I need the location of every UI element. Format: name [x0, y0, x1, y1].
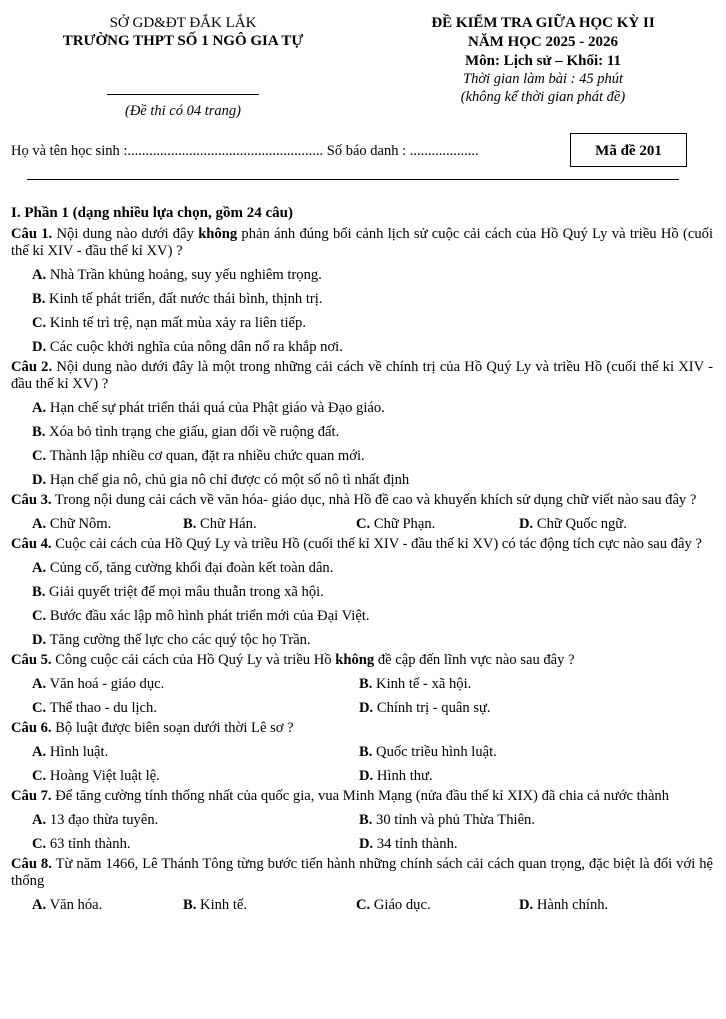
- school-info: [18, 12, 348, 120]
- option-c: [356, 516, 519, 533]
- question-4: [11, 536, 713, 553]
- option-text: Giải quyết triệt để mọi mâu thuẫn trong xã hội.: [45, 584, 324, 600]
- option-text: Hình luật.: [46, 744, 109, 760]
- option-c: [32, 608, 713, 625]
- option-text: Thành lập nhiều cơ quan, đặt ra nhiều chức quan mới.: [46, 448, 365, 464]
- option-text: Văn hoá - giáo dục.: [46, 676, 165, 692]
- option-text: Quốc triều hình luật.: [372, 744, 497, 760]
- option-a: [32, 676, 359, 693]
- options-row: [32, 700, 713, 717]
- option-a: [32, 400, 713, 417]
- option-letter: B.: [32, 584, 46, 600]
- time-note: (không kể thời gian phát đề): [460, 89, 626, 105]
- option-letter: C.: [356, 516, 371, 532]
- option-d: [359, 836, 686, 853]
- question-text: Nội dung nào dưới đây: [52, 226, 199, 242]
- option-text: 13 đạo thừa tuyên.: [46, 812, 159, 828]
- option-letter: C.: [32, 315, 47, 331]
- option-d: [519, 897, 682, 914]
- options-row: [32, 744, 713, 761]
- option-letter: C.: [32, 700, 47, 716]
- question-text: Bộ luật được biên soạn dưới thời Lê sơ ?: [51, 720, 294, 736]
- question-5: [11, 652, 713, 669]
- option-letter: A.: [32, 560, 47, 576]
- question-text: Công cuộc cải cách của Hồ Quý Ly và triều Hồ: [51, 652, 336, 668]
- question-number: Câu 4.: [11, 536, 52, 552]
- exam-info: [378, 12, 708, 106]
- school-year: NĂM HỌC 2025 - 2026: [468, 34, 618, 50]
- section-title: I. Phần 1 (dạng nhiều lựa chọn, gồm 24 câu): [11, 205, 293, 221]
- option-text: Chữ Hán.: [196, 516, 257, 532]
- time-limit: Thời gian làm bài : 45 phút: [463, 71, 623, 87]
- exam-title: ĐỀ KIỂM TRA GIỮA HỌC KỲ II: [431, 15, 655, 31]
- question-number: Câu 2.: [11, 359, 53, 375]
- option-b: [359, 744, 686, 761]
- option-letter: A.: [32, 744, 47, 760]
- option-c: [32, 315, 713, 332]
- page-count-note: (Đề thi có 04 trang): [125, 103, 241, 119]
- option-b: [359, 676, 686, 693]
- option-b: [32, 291, 713, 308]
- option-c: [32, 768, 359, 785]
- option-b: [32, 584, 713, 601]
- question-2: [11, 359, 713, 393]
- option-letter: B.: [359, 744, 373, 760]
- question-text: Từ năm 1466, Lê Thánh Tông từng bước tiến hành những chính sách cải cách quan trọng, đặc biệt là đối với hệ thống: [11, 856, 713, 889]
- option-letter: A.: [32, 897, 47, 913]
- option-b: [359, 812, 686, 829]
- option-text: Thể thao - du lịch.: [46, 700, 157, 716]
- option-text: Chính trị - quân sự.: [373, 700, 491, 716]
- exam-header: [0, 12, 726, 122]
- option-text: Các cuộc khởi nghĩa của nông dân nổ ra khắp nơi.: [46, 339, 343, 355]
- option-text: Văn hóa.: [46, 897, 103, 913]
- question-number: Câu 3.: [11, 492, 52, 508]
- question-text: phản ánh đúng bối cảnh lịch sử cuộc cải cách của Hồ Quý Ly và triều Hồ (cuối thế kỉ XIV - đầu thế kỉ XV) ?: [11, 226, 714, 259]
- options-row: [32, 676, 713, 693]
- question-text: Cuộc cải cách của Hồ Quý Ly và triều Hồ (cuối thế kỉ XIV - đầu thế kỉ XV) có tác động tích cực nào sau đây ?: [51, 536, 702, 552]
- option-letter: C.: [32, 448, 47, 464]
- option-text: Hình thư.: [373, 768, 433, 784]
- option-c: [32, 836, 359, 853]
- options-row: [32, 812, 713, 829]
- option-letter: B.: [183, 897, 197, 913]
- option-letter: B.: [359, 812, 373, 828]
- option-letter: B.: [183, 516, 197, 532]
- exam-code-box: Mã đề 201: [570, 133, 687, 167]
- question-number: Câu 8.: [11, 856, 52, 872]
- option-text: Kinh tế.: [196, 897, 248, 913]
- option-letter: A.: [32, 516, 47, 532]
- option-letter: D.: [32, 339, 47, 355]
- question-number: Câu 5.: [11, 652, 52, 668]
- option-letter: D.: [359, 768, 374, 784]
- option-b: [32, 424, 713, 441]
- option-letter: D.: [519, 516, 534, 532]
- option-text: Kinh tế trì trệ, nạn mất mùa xảy ra liên tiếp.: [46, 315, 306, 331]
- options-row: [32, 897, 713, 914]
- option-letter: D.: [359, 700, 374, 716]
- option-d: [359, 700, 686, 717]
- school-name: TRƯỜNG THPT SỐ 1 NGÔ GIA TỰ: [62, 33, 304, 49]
- option-b: [183, 897, 356, 914]
- option-c: [32, 700, 359, 717]
- option-text: Tăng cường thế lực cho các quý tộc họ Trần.: [46, 632, 311, 648]
- option-letter: B.: [32, 291, 46, 307]
- option-a: [32, 897, 183, 914]
- question-number: Câu 7.: [11, 788, 52, 804]
- header-separator: [27, 179, 679, 180]
- option-text: Củng cố, tăng cường khối đại đoàn kết toàn dân.: [46, 560, 334, 576]
- option-letter: B.: [32, 424, 46, 440]
- option-letter: A.: [32, 812, 47, 828]
- option-letter: D.: [32, 632, 47, 648]
- options-row: [32, 516, 713, 533]
- question-6: [11, 720, 713, 737]
- option-text: Chữ Phạn.: [370, 516, 436, 532]
- question-text: Để tăng cường tính thống nhất của quốc gia, vua Minh Mạng (nửa đầu thế kỉ XIX) đã chia cả nước thành: [51, 788, 670, 804]
- option-a: [32, 267, 713, 284]
- option-text: 30 tỉnh và phủ Thừa Thiên.: [372, 812, 536, 828]
- option-b: [183, 516, 356, 533]
- option-text: 34 tỉnh thành.: [373, 836, 458, 852]
- option-text: Bước đầu xác lập mô hình phát triển mới của Đại Việt.: [46, 608, 370, 624]
- options-row: [32, 836, 713, 853]
- option-letter: D.: [32, 472, 47, 488]
- option-letter: D.: [519, 897, 534, 913]
- question-7: [11, 788, 713, 805]
- option-d: [32, 632, 713, 649]
- option-c: [356, 897, 519, 914]
- option-a: [32, 516, 183, 533]
- options-row: [32, 768, 713, 785]
- option-a: [32, 560, 713, 577]
- department-name: SỞ GD&ĐT ĐẮK LẮK: [109, 15, 257, 31]
- option-c: [32, 448, 713, 465]
- option-text: Hạn chế gia nô, chủ gia nô chỉ được có một số nô tì nhất định: [46, 472, 410, 488]
- question-emphasis: không: [335, 652, 375, 668]
- option-text: Chữ Quốc ngữ.: [533, 516, 627, 532]
- option-letter: C.: [32, 768, 47, 784]
- option-letter: C.: [356, 897, 371, 913]
- option-d: [359, 768, 686, 785]
- student-name-and-id-line: Họ và tên học sinh :...................................................... Số báo danh : ...................: [11, 143, 479, 159]
- option-a: [32, 812, 359, 829]
- question-text: đề cập đến lĩnh vực nào sau đây ?: [374, 652, 575, 668]
- option-text: 63 tỉnh thành.: [46, 836, 131, 852]
- question-text: Trong nội dung cải cách về văn hóa- giáo dục, nhà Hồ đề cao và khuyến khích sử dụng chữ viết nào sau đây ?: [51, 492, 697, 508]
- option-letter: A.: [32, 676, 47, 692]
- option-d: [519, 516, 682, 533]
- option-letter: A.: [32, 400, 47, 416]
- header-divider: [107, 94, 259, 95]
- option-letter: B.: [359, 676, 373, 692]
- option-text: Hạn chế sự phát triển thái quá của Phật giáo và Đạo giáo.: [46, 400, 385, 416]
- question-emphasis: không: [198, 226, 238, 242]
- exam-content: [11, 203, 713, 914]
- option-text: Kinh tế - xã hội.: [372, 676, 472, 692]
- option-text: Xóa bỏ tình trạng che giấu, gian dối về ruộng đất.: [45, 424, 340, 440]
- option-text: Nhà Trần khủng hoảng, suy yếu nghiêm trọng.: [46, 267, 322, 283]
- option-letter: C.: [32, 608, 47, 624]
- option-d: [32, 339, 713, 356]
- question-8: [11, 856, 713, 890]
- option-text: Kinh tế phát triển, đất nước thái bình, thịnh trị.: [45, 291, 323, 307]
- option-text: Giáo dục.: [370, 897, 431, 913]
- option-text: Hành chính.: [533, 897, 609, 913]
- option-text: Chữ Nôm.: [46, 516, 112, 532]
- question-number: Câu 1.: [11, 226, 53, 242]
- student-info-row: [11, 133, 717, 169]
- subject-grade: Môn: Lịch sử – Khối: 11: [464, 53, 622, 69]
- option-text: Hoàng Việt luật lệ.: [46, 768, 160, 784]
- option-letter: D.: [359, 836, 374, 852]
- option-letter: C.: [32, 836, 47, 852]
- question-number: Câu 6.: [11, 720, 52, 736]
- option-d: [32, 472, 713, 489]
- question-1: [11, 226, 713, 260]
- question-text: Nội dung nào dưới đây là một trong những cải cách về chính trị của Hồ Quý Ly và triều Hồ (cuối thế kỉ XIV - đầu thế kỉ XV) ?: [11, 359, 714, 392]
- option-a: [32, 744, 359, 761]
- option-letter: A.: [32, 267, 47, 283]
- question-3: [11, 492, 713, 509]
